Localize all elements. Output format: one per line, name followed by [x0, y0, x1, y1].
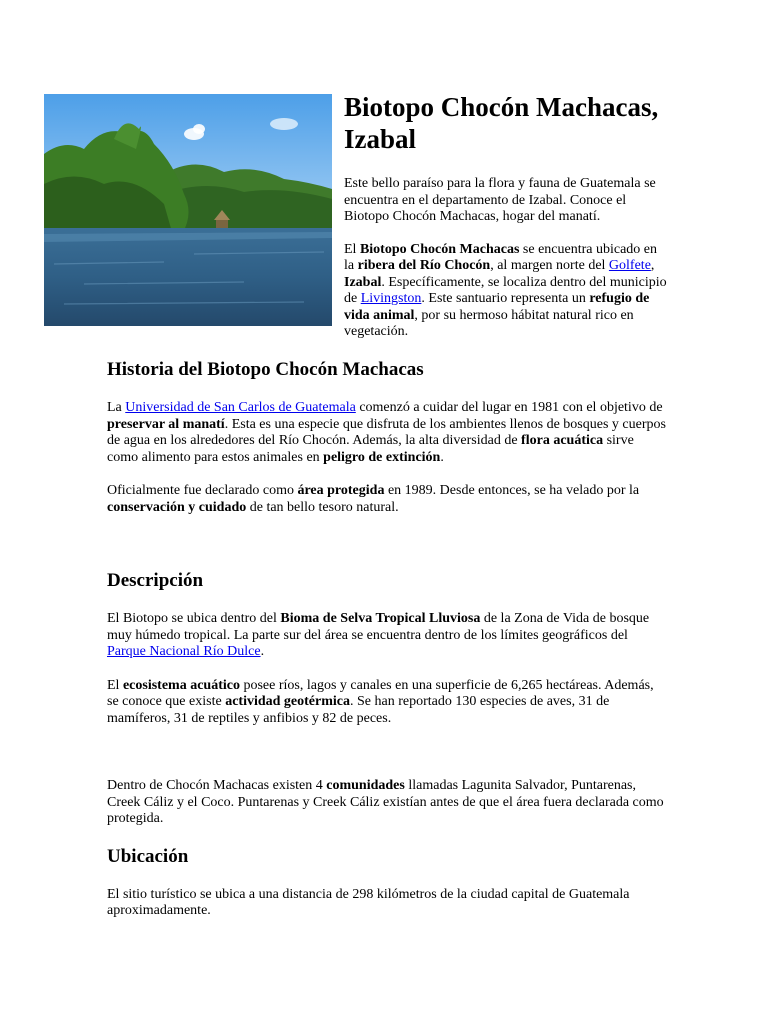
descripcion-paragraph-1 — [107, 611, 667, 661]
bold-text: refugio de vida animal — [344, 291, 650, 323]
intro-paragraph: Este bello paraíso para la flora y fauna de Guatemala se encuentra en el departamento de Izabal. Conoce el Biotopo Chocón Machacas, hogar del manatí. — [344, 176, 656, 224]
bold-text: peligro de extinción — [323, 449, 441, 465]
bold-text: Izabal — [344, 274, 382, 290]
bold-text: preservar al manatí — [107, 416, 225, 432]
descripcion-heading: Descripción — [107, 570, 204, 591]
text-span: . Específicamente, se localiza dentro del municipio de — [344, 274, 667, 306]
bold-text: conservación y cuidado — [107, 499, 247, 515]
text-span: . — [440, 449, 444, 465]
text-span: . Esta es una especie que disfruta de los ambientes llenos de bosques y cuerpos de agua en los alrededores del Río Chocón. Además, la alta diversidad de — [107, 416, 666, 448]
main-content — [107, 358, 667, 937]
livingston-link[interactable]: Livingston — [360, 291, 422, 306]
text-span: , — [650, 258, 655, 273]
bold-text: ribera del Río Chocón — [357, 258, 491, 273]
text-span: , por su hermoso hábitat natural rico en vegetación. — [344, 307, 634, 339]
text-span: posee ríos, lagos y canales en una superficie de 6,265 hectáreas. Además, se conoce que existe — [107, 677, 654, 709]
text-span: El — [344, 241, 360, 257]
text-span: El — [107, 677, 123, 693]
text-span: comenzó a cuidar del lugar en 1981 con el objetivo de — [355, 400, 663, 415]
bold-text: Bioma de Selva Tropical Lluviosa — [280, 611, 481, 626]
historia-heading: Historia del Biotopo Chocón Machacas — [107, 359, 424, 380]
intro-section — [344, 176, 669, 357]
usac-link[interactable]: Universidad de San Carlos de Guatemala — [125, 400, 356, 415]
descripcion-paragraph-3 — [107, 778, 667, 828]
text-span: se encuentra ubicado en la — [344, 241, 658, 273]
historia-paragraph-1 — [107, 400, 667, 466]
text-span: El Biotopo se ubica dentro del — [107, 611, 281, 626]
page-title: Biotopo Chocón Machacas, Izabal — [344, 92, 659, 154]
text-span: . Se han reportado 130 especies de aves, 31 de mamíferos, 31 de reptiles y anfibios y 82 de peces. — [107, 694, 610, 726]
bold-text: flora acuática — [521, 433, 604, 448]
text-span: Dentro de Chocón Machacas existen 4 — [107, 778, 327, 793]
bold-text: ecosistema acuático — [122, 677, 240, 693]
location-paragraph — [344, 242, 669, 341]
parque-rio-dulce-link[interactable]: Parque Nacional Río Dulce — [107, 644, 261, 659]
bold-text: Biotopo Chocón Machacas — [359, 241, 520, 257]
text-span: de la Zona de Vida de bosque muy húmedo tropical. La parte sur del área se encuentra dentro de los límites geográficos del — [107, 611, 650, 643]
text-span: llamadas Lagunita Salvador, Puntarenas, Creek Cáliz y el Coco. Puntarenas y Creek Cáliz existían antes de que el área fuera declarada como protegida. — [107, 778, 664, 826]
historia-paragraph-2 — [107, 483, 667, 516]
golfete-link[interactable]: Golfete — [608, 258, 651, 273]
lake-island-photo — [44, 94, 332, 326]
spacer — [107, 744, 667, 778]
text-span: . — [260, 644, 265, 659]
text-span: La — [107, 400, 126, 415]
ubicacion-paragraph: El sitio turístico se ubica a una distancia de 298 kilómetros de la ciudad capital de Guatemala aproximadamente. — [107, 886, 630, 918]
spacer — [107, 533, 667, 569]
text-span: , al margen norte del — [490, 258, 609, 273]
text-span: sirve como alimento para estos animales en — [107, 433, 634, 465]
ubicacion-heading: Ubicación — [107, 845, 189, 867]
bold-text: área protegida — [297, 483, 385, 498]
bold-text: comunidades — [326, 778, 405, 793]
text-span: de tan bello tesoro natural. — [246, 499, 399, 515]
bold-text: actividad geotérmica — [225, 694, 350, 709]
text-span: en 1989. Desde entonces, se ha velado por la — [384, 483, 640, 498]
descripcion-paragraph-2 — [107, 678, 667, 728]
text-span: Oficialmente fue declarado como — [107, 483, 298, 498]
text-span: . Este santuario representa un — [421, 291, 590, 306]
